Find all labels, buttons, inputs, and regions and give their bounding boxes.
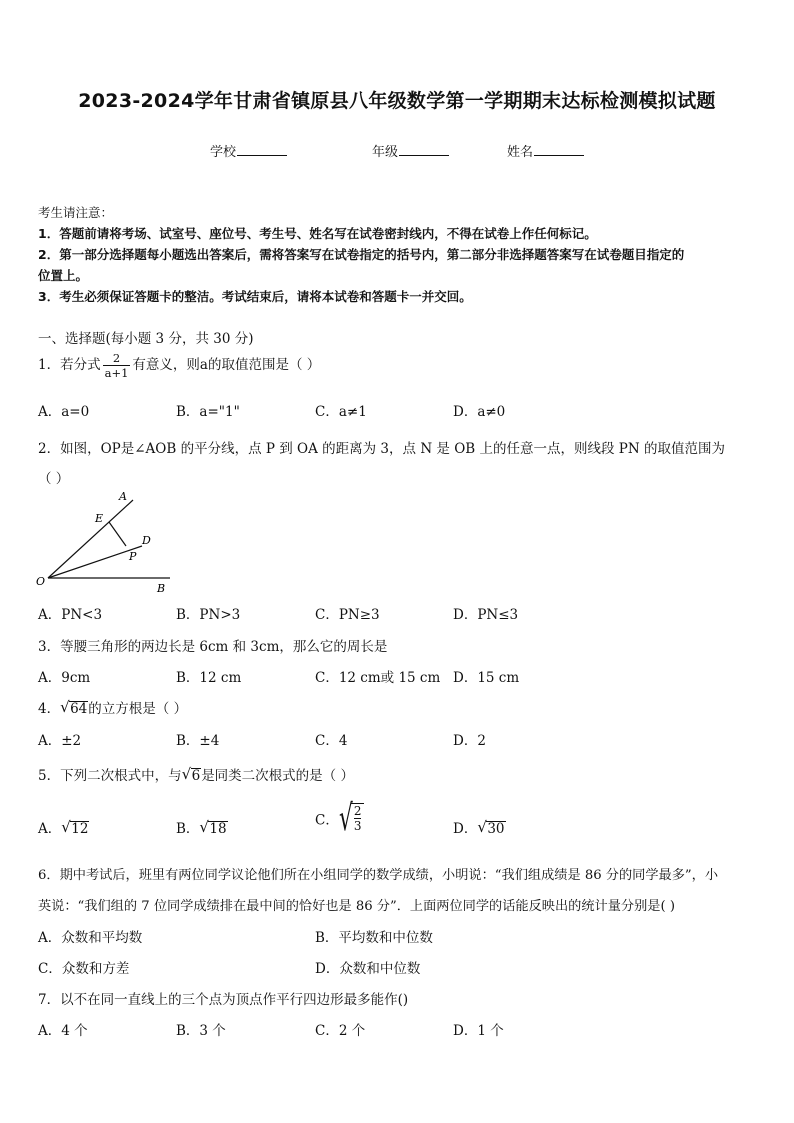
q2-option-a: A．PN<3 xyxy=(38,607,103,623)
q5-label-a: A． xyxy=(38,821,62,837)
q2-option-d: D．PN≤3 xyxy=(453,607,519,623)
q1-option-c: C．a≠1 xyxy=(315,404,367,420)
q6-option-c: C．众数和方差 xyxy=(38,961,130,977)
q4-option-b: B．±4 xyxy=(176,733,220,749)
q4-option-c: C．4 xyxy=(315,733,348,749)
question-6-line-2: 英说：“我们组的 7 位同学成绩排在最中间的恰好也是 86 分”．上面两位同学的话能反映出的统计量分别是( ) xyxy=(38,899,675,914)
name-blank xyxy=(534,143,584,156)
q5-radicand-b: 18 xyxy=(209,821,227,837)
q1-prefix: 1．若分式 xyxy=(38,357,101,373)
q5-option-d xyxy=(453,817,506,837)
label-b: B xyxy=(157,582,166,595)
section-heading: 一、选择题(每小题 3 分，共 30 分) xyxy=(38,331,254,347)
ray-oa xyxy=(48,500,133,578)
grade-field xyxy=(372,141,449,160)
q5-frac-den: 3 xyxy=(353,819,362,833)
notice-heading: 考生请注意： xyxy=(38,205,114,220)
notice-item: 1．答题前请将考场、试室号、座位号、考生号、姓名写在试卷密封线内，不得在试卷上作任何标记。 xyxy=(38,226,597,241)
school-blank xyxy=(237,143,287,156)
school-label: 学校 xyxy=(210,145,237,160)
question-3: 3．等腰三角形的两边长是 6cm 和 3cm，那么它的周长是 xyxy=(38,639,388,655)
q5-label-d: D． xyxy=(453,821,478,837)
q1-frac-den: a+1 xyxy=(104,366,129,380)
notice-item: 位置上。 xyxy=(38,268,89,283)
question-2: 2．如图，OP是∠AOB 的平分线，点 P 到 OA 的距离为 3，点 N 是 OB 上的任意一点，则线段 PN 的取值范围为 xyxy=(38,441,725,457)
q3-option-b: B．12 cm xyxy=(176,670,242,686)
angle-figure xyxy=(34,488,179,598)
q7-option-b: B．3 个 xyxy=(176,1023,226,1039)
q5-prefix: 5．下列二次根式中，与 xyxy=(38,768,182,784)
q1-option-a: A．a=0 xyxy=(38,404,90,420)
page-title: 2023-2024学年甘肃省镇原县八年级数学第一学期期末达标检测模拟试题 xyxy=(78,90,716,112)
grade-blank xyxy=(399,143,449,156)
name-label: 姓名 xyxy=(507,145,534,160)
question-7: 7．以不在同一直线上的三个点为顶点作平行四边形最多能作() xyxy=(38,992,409,1008)
q7-option-d: D．1 个 xyxy=(453,1023,504,1039)
q5-label-c: C． xyxy=(315,812,339,829)
label-e: E xyxy=(95,512,104,525)
q5-radical xyxy=(181,765,202,784)
label-d: D xyxy=(142,534,151,547)
sqrt-sign: √ xyxy=(60,698,70,716)
q3-option-c: C．12 cm或 15 cm xyxy=(315,670,441,686)
q7-option-c: C．2 个 xyxy=(315,1023,366,1039)
q6-option-a: A．众数和平均数 xyxy=(38,930,143,946)
q5-frac-num: 2 xyxy=(353,804,362,818)
question-4 xyxy=(38,697,187,717)
q1-option-d: D．a≠0 xyxy=(453,404,506,420)
q1-frac-num: 2 xyxy=(103,351,131,366)
q4-option-d: D．2 xyxy=(453,733,486,749)
q1-suffix: 有意义，则a的取值范围是（ ） xyxy=(132,357,321,373)
question-6-line-1: 6．期中考试后，班里有两位同学议论他们所在小组同学的数学成绩，小明说：“我们组成绩是 86 分的同学最多”，小 xyxy=(38,868,719,883)
notice-item: 2．第一部分选择题每小题选出答案后，需将答案写在试卷指定的括号内，第二部分非选择题答案写在试卷题目指定的 xyxy=(38,247,685,262)
school-field xyxy=(210,141,287,160)
sqrt-sign: √ xyxy=(199,818,209,836)
q5-suffix: 是同类二次根式的是（ ） xyxy=(201,768,354,784)
q5-option-a xyxy=(38,817,89,837)
sqrt-sign: √ xyxy=(477,818,487,836)
label-p: P xyxy=(129,550,137,563)
q5-radical-fraction xyxy=(338,798,365,839)
q4-radicand: 64 xyxy=(70,701,88,717)
ray-od xyxy=(48,546,142,578)
q5-radical-b xyxy=(199,818,227,837)
sqrt-sign: √ xyxy=(338,798,353,839)
q6-option-b: B．平均数和中位数 xyxy=(315,930,433,946)
q4-suffix: 的立方根是（ ） xyxy=(88,701,188,717)
q3-option-a: A．9cm xyxy=(38,670,91,686)
q5-fraction xyxy=(351,803,365,833)
q4-option-a: A．±2 xyxy=(38,733,82,749)
q5-radicand-a: 12 xyxy=(71,821,89,837)
q4-prefix: 4． xyxy=(38,701,61,717)
q5-option-c xyxy=(315,798,364,839)
sqrt-sign: √ xyxy=(61,818,71,836)
q2-answer-paren: （ ） xyxy=(38,471,70,487)
q1-fraction xyxy=(103,351,131,380)
q4-radical xyxy=(60,698,88,717)
grade-label: 年级 xyxy=(372,145,399,160)
q5-label-b: B． xyxy=(176,821,200,837)
label-a: A xyxy=(119,490,127,503)
question-5 xyxy=(38,764,354,784)
q5-option-b xyxy=(176,817,228,837)
q5-radical-a xyxy=(61,818,89,837)
notice-item: 3．考生必须保证答题卡的整洁。考试结束后，请将本试卷和答题卡一并交回。 xyxy=(38,289,472,304)
perpendicular-pe xyxy=(109,522,126,546)
label-o: O xyxy=(36,575,46,588)
sqrt-sign: √ xyxy=(181,765,192,783)
q2-option-b: B．PN>3 xyxy=(176,607,241,623)
q7-option-a: A．4 个 xyxy=(38,1023,88,1039)
q1-option-b: B．a="1" xyxy=(176,404,240,420)
q3-option-d: D．15 cm xyxy=(453,670,520,686)
q6-option-d: D．众数和中位数 xyxy=(315,961,421,977)
q5-radicand-d: 30 xyxy=(487,821,505,837)
name-field xyxy=(507,141,584,160)
q2-option-c: C．PN≥3 xyxy=(315,607,380,623)
q5-radical-d xyxy=(477,818,505,837)
q5-radicand: 6 xyxy=(191,768,201,784)
question-1 xyxy=(38,351,320,380)
